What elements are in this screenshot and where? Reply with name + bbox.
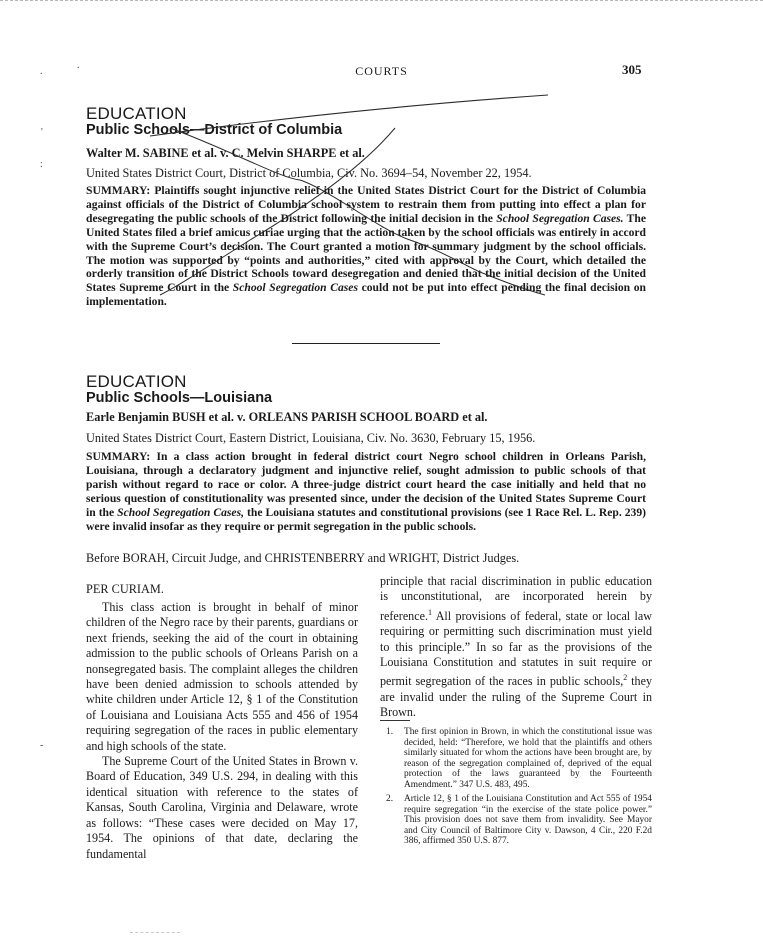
judges-line: Before BORAH, Circuit Judge, and CHRISTENBERRY and WRIGHT, District Judges.: [86, 551, 520, 565]
scan-speck: ': [41, 127, 43, 138]
court-citation: United States District Court, Eastern District, Louisiana, Civ. No. 3630, February 15, 1956.: [86, 431, 536, 445]
running-head: COURTS: [355, 64, 408, 78]
footnote: [386, 727, 652, 790]
case-summary: SUMMARY: In a class action brought in federal district court Negro school children in Orleans Parish, Louisiana, through a declaratory judgment and injunctive relief, sought admission to public schools of that parish without regard to race or color. A three-judge district court heard the case initially and held that no serious question of constitutionality was presented since, under the decision of the United States Supreme Court in the School Segregation Cases, the Louisiana statutes and constitutional provisions (see 1 Race Rel. L. Rep. 239) were invalid insofar as they require or permit segregation in the public schools.: [86, 450, 646, 533]
footnote-number: 1.: [386, 727, 394, 737]
footnote-text: Article 12, § 1 of the Louisiana Constitution and Act 555 of 1954 require segregation “in the exercise of the state police power.” This provision does not save them from invalidity. See Mayor and City Council of Baltimore City v. Dawson, 4 Cir., 220 F.2d 386, affirmed 350 U.S. 877.: [404, 794, 652, 846]
section-title: EDUCATION: [86, 372, 187, 391]
section-title: EDUCATION: [86, 104, 187, 123]
scan-speck: -: [40, 740, 44, 751]
scan-edge-bottom: [130, 932, 180, 933]
opinion-paragraph: principle that racial discrimination in public education is unconstitutional, are incorporated herein by reference.$^1$ All provisions of federal, state or local law requiring or permitting such discrimination must yield to this principle.” In so far as the provisions of the Louisiana Constitution and statutes in suit require or permit segregation of the races in public schools,$^2$ they are invalid under the ruling of the Supreme Court in Brown.: [380, 574, 652, 720]
footnote-text: The first opinion in Brown, in which the constitutional issue was decided, held: “Therefore, we hold that the plaintiffs and others similarly situated for whom the actions have been brought are, by reason of the segregation complained of, deprived of the equal protection of the laws guaranteed by the Fourteenth Amendment.” 347 U.S. 483, 495.: [404, 727, 652, 790]
case-summary: SUMMARY: Plaintiffs sought injunctive relief in the United States District Court for the District of Columbia against officials of the District of Columbia school system to restrain them from putting into effect a plan for desegregating the public schools of the District following the initial decision in the School Segregation Cases. The United States filed a brief amicus curiae urging that the action taken by the school officials was entirely in accord with the Supreme Court’s decision. The Court granted a motion for summary judgment by the school officials. The motion was supported by “points and authorities,” cited with approval by the Court, which detailed the orderly transition of the District Schools toward desegregation and denied that the initial decision of the United States Supreme Court in the School Segregation Cases could not be put into effect pending the final decision on implementation.: [86, 184, 646, 309]
section-divider: [292, 343, 440, 344]
footnote: [386, 794, 652, 847]
footnote-divider: [380, 720, 410, 721]
court-citation: United States District Court, District of Columbia, Civ. No. 3694–54, November 22, 1954.: [86, 166, 532, 180]
opinion-paragraph: This class action is brought in behalf of minor children of the Negro race by their parents, guardians or next friends, seeking the aid of the court in obtaining admission to the public schools of Orleans Parish on a nonsegregated basis. The complaint alleges the children have been denied admission to schools attended by white children under Article 12, § 1 of the Constitution of Louisiana and Louisiana Acts 555 and 456 of 1954 requiring segregation of the races in public elementary and high schools of the state.: [86, 600, 358, 753]
opinion-right-column: [380, 574, 652, 721]
scan-speck: .: [40, 66, 43, 77]
per-curiam-heading: PER CURIAM.: [86, 582, 164, 596]
footnote-ref: 1: [428, 607, 432, 617]
case-parties: Walter M. SABINE et al. v. C. Melvin SHARPE et al.: [86, 146, 365, 160]
section-subtitle: Public Schools—District of Columbia: [86, 122, 343, 138]
case-parties: Earle Benjamin BUSH et al. v. ORLEANS PARISH SCHOOL BOARD et al.: [86, 410, 488, 424]
page-number: 305: [622, 62, 642, 77]
summary-label: SUMMARY:: [86, 450, 151, 463]
scan-speck: .: [77, 60, 80, 71]
summary-label: SUMMARY:: [86, 184, 151, 197]
section-subtitle: Public Schools—Louisiana: [86, 390, 273, 406]
opinion-left-column: [86, 600, 358, 862]
footnote-ref: 2: [623, 673, 628, 683]
footnote-number: 2.: [386, 794, 394, 804]
scan-speck: :: [40, 159, 43, 170]
opinion-paragraph: The Supreme Court of the United States in Brown v. Board of Education, 349 U.S. 294, in dealing with this identical situation with reference to the states of Kansas, South Carolina, Virginia and Delaware, wrote as follows: “These cases were decided on May 17, 1954. The opinions of that date, declaring the fundamental: [86, 754, 358, 861]
